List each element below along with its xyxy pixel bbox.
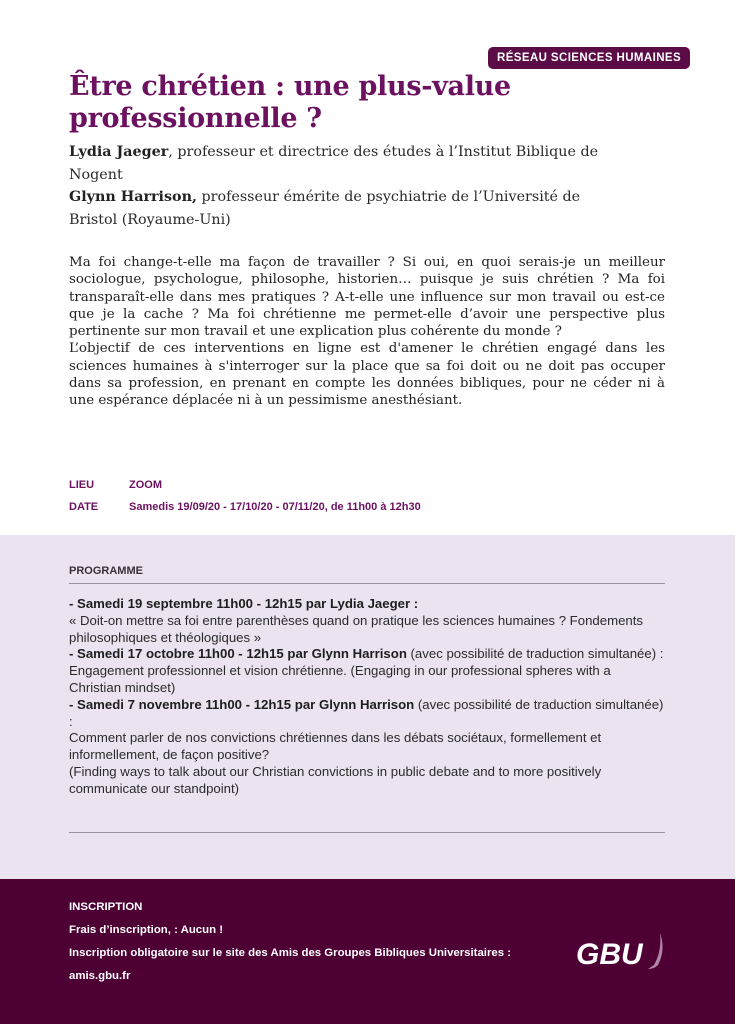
registration-link[interactable]: amis.gbu.fr [69, 970, 131, 982]
network-badge: RÉSEAU SCIENCES HUMAINES [488, 47, 690, 69]
speakers [69, 141, 629, 231]
session-title: - Samedi 17 octobre 11h00 - 12h15 par Glynn Harrison [69, 646, 407, 662]
session-translation: (Finding ways to talk about our Christian convictions in public debate and to more positively communicate our standpoint) [69, 763, 602, 796]
intro-text [69, 254, 665, 410]
divider [69, 832, 665, 833]
registration-footer [0, 879, 735, 1024]
gbu-logo-text: GBU [576, 938, 643, 971]
location-value: ZOOM [129, 479, 162, 491]
session-description: Engagement professionnel et vision chrétienne. (Engaging in our professional spheres with a Christian mindset) [69, 663, 611, 695]
registration-heading: INSCRIPTION [69, 901, 143, 913]
date-row [69, 496, 421, 518]
session-item [69, 596, 665, 646]
programme-section [0, 535, 735, 879]
speaker-role: professeur émérite de psychiatrie de l’Université de Bristol (Royaume-Uni) [69, 189, 581, 228]
page-title: Être chrétien : une plus-value professionnelle ? [69, 71, 511, 134]
session-title: - Samedi 7 novembre 11h00 - 12h15 par Glynn Harrison [69, 696, 415, 712]
registration-instructions: Inscription obligatoire sur le site des Amis des Groupes Bibliques Universitaires : [69, 947, 512, 959]
gbu-logo [574, 929, 670, 973]
session-note: (avec possibilité de traduction simultanée) : [69, 696, 664, 729]
session-item [69, 697, 665, 798]
location-label: LIEU [69, 479, 95, 491]
speaker-name: Glynn Harrison, [69, 189, 197, 205]
speaker-name: Lydia Jaeger [69, 144, 169, 160]
divider [69, 583, 665, 584]
event-details [69, 474, 421, 518]
session-item [69, 646, 665, 696]
speaker [69, 186, 629, 231]
programme-heading: PROGRAMME [69, 565, 143, 577]
speaker-role: , professeur et directrice des études à l’Institut Biblique de Nogent [69, 144, 599, 183]
date-label: DATE [69, 501, 99, 513]
session-description: Comment parler de nos convictions chrétiennes dans les débats sociétaux, formellement et informellement, de façon positive? [69, 730, 602, 763]
speaker [69, 141, 629, 186]
session-description: « Doit-on mettre sa foi entre parenthèses quand on pratique les sciences humaines ? Fondements philosophiques et théologiques » [69, 612, 643, 645]
intro-paragraph: L’objectif de ces interventions en ligne est d'amener le chrétien engagé dans les sciences humaines à s'interroger sur la place que sa foi doit ou ne doit pas occuper dans sa profession, en prenant en compte les données bibliques, pour ne céder ni à une espérance déplacée ni à un pessimisme anesthésiant. [69, 341, 665, 409]
session-note: (avec possibilité de traduction simultanée) : [406, 646, 664, 662]
session-title: - Samedi 19 septembre 11h00 - 12h15 par Lydia Jaeger : [69, 596, 419, 611]
location-row [69, 474, 421, 496]
date-value: Samedis 19/09/20 - 17/10/20 - 07/11/20, de 11h00 à 12h30 [129, 501, 421, 513]
programme-list [69, 596, 665, 798]
intro-paragraph: Ma foi change-t-elle ma façon de travailler ? Si oui, en quoi serais-je un meilleur sociologue, psychologue, philosophe, historien… puisque je suis chrétien ? Ma foi transparaît-elle dans mes pratiques ? A-t-elle une influence sur mon travail ou est-ce que je la cache ? Ma foi chrétienne me permet-elle d’avoir une perspective plus pertinente sur mon travail et une explication plus cohérente du monde ? [69, 255, 665, 340]
registration-fee: Frais d’inscription, : Aucun ! [69, 924, 223, 936]
